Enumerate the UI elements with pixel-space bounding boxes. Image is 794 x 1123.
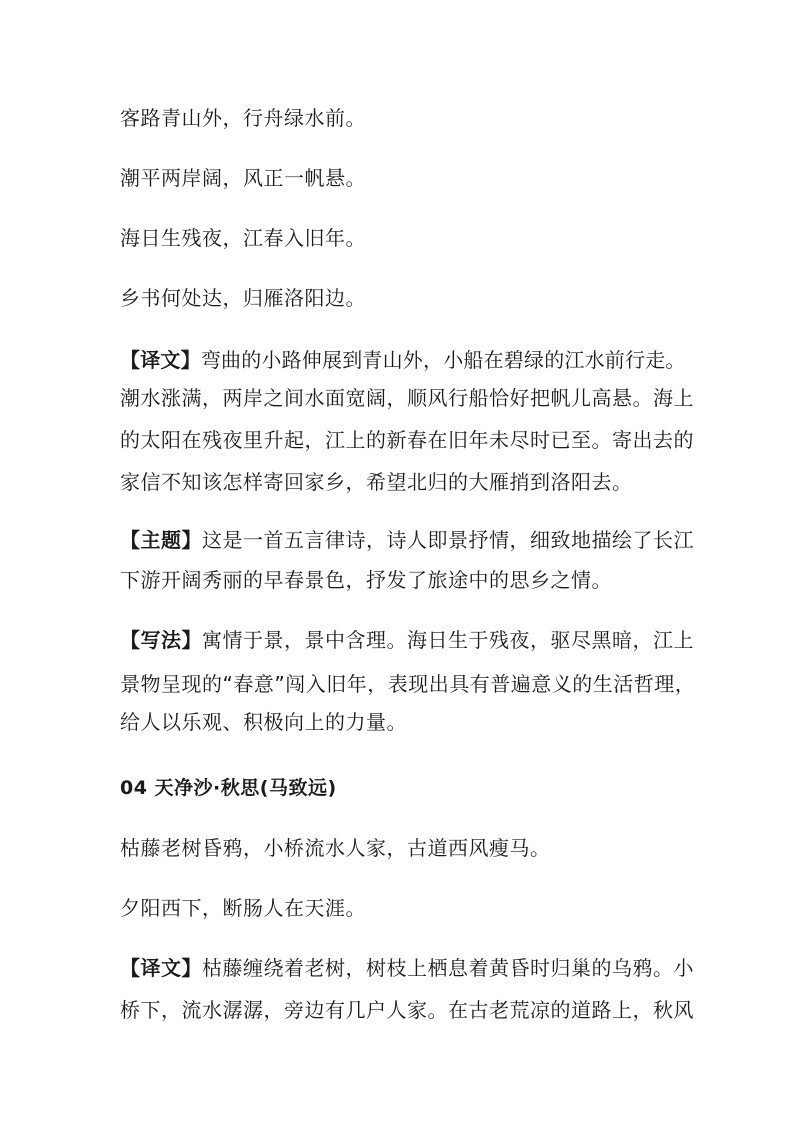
translation-text: 弯曲的小路伸展到青山外，小船在碧绿的江水前行走。 — [200, 348, 686, 372]
theme-first-line — [120, 526, 700, 554]
technique-text: 寓情于景，景中含理。海日生于残夜，驱尽黑暗，江上 — [202, 628, 694, 652]
theme-text: 这是一首五言律诗，诗人即景抒情，细致地描绘了长江 — [202, 528, 694, 552]
translation-line: 桥下，流水潺潺，旁边有几户人家。在古老荒凉的道路上，秋风 — [120, 998, 694, 1022]
theme-line: 下游开阔秀丽的早春景色，抒发了旅途中的思乡之情。 — [120, 568, 612, 592]
translation-line: 的太阳在残夜里升起，江上的新春在旧年未尽时已至。寄出去的 — [120, 428, 694, 452]
translation-first-line — [120, 346, 700, 374]
technique-label: 【写法】 — [120, 628, 202, 652]
translation-text: 枯藤缠绕着老树，树枝上栖息着黄昏时归巢的乌鸦。小 — [202, 956, 694, 980]
poem-line: 夕阳西下，断肠人在天涯。 — [120, 896, 366, 920]
theme-label: 【主题】 — [120, 528, 202, 552]
technique-line: 给人以乐观、积极向上的力量。 — [120, 710, 407, 734]
poem-heading: 04 天净沙·秋思(马致远) — [120, 777, 337, 799]
translation-label: 【译文】 — [120, 956, 202, 980]
poem-line: 客路青山外，行舟绿水前。 — [120, 106, 366, 130]
translation-line: 潮水涨满，两岸之间水面宽阔，顺风行船恰好把帆儿高悬。海上 — [120, 386, 694, 410]
technique-first-line — [120, 626, 700, 654]
translation-label: 【译文】 — [120, 348, 201, 372]
translation-first-line — [120, 954, 700, 982]
technique-line: 景物呈现的“春意”闯入旧年，表现出具有普遍意义的生活哲理， — [120, 672, 696, 696]
translation-line: 家信不知该怎样寄回家乡，希望北归的大雁捎到洛阳去。 — [120, 470, 633, 494]
poem-line: 枯藤老树昏鸦，小桥流水人家，古道西风瘦马。 — [120, 836, 551, 860]
poem-line: 海日生残夜，江春入旧年。 — [120, 226, 366, 250]
poem-line: 乡书何处达，归雁洛阳边。 — [120, 286, 366, 310]
poem-line: 潮平两岸阔，风正一帆悬。 — [120, 166, 366, 190]
